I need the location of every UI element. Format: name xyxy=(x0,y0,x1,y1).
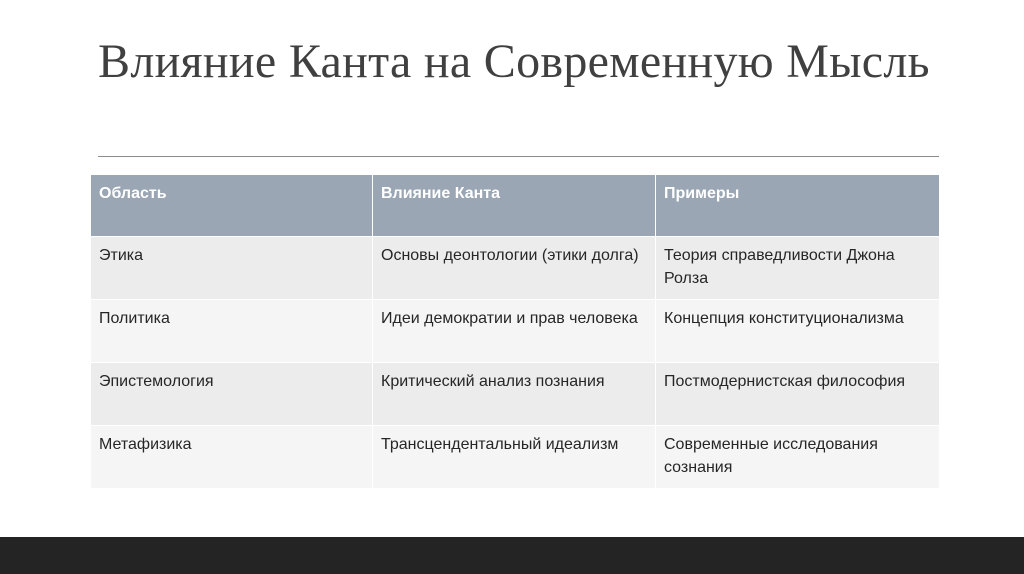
table-row xyxy=(91,363,939,426)
header-kant-influence: Влияние Канта xyxy=(373,175,656,237)
cell-example: Современные исследования сознания xyxy=(656,426,939,489)
cell-influence: Критический анализ познания xyxy=(373,363,656,426)
cell-example: Концепция конституционализма xyxy=(656,300,939,363)
slide-title: Влияние Канта на Современную Мысль xyxy=(98,35,930,88)
header-examples: Примеры xyxy=(656,175,939,237)
cell-influence: Идеи демократии и прав человека xyxy=(373,300,656,363)
cell-area: Этика xyxy=(91,237,373,300)
table-row xyxy=(91,237,939,300)
cell-influence: Трансцендентальный идеализм xyxy=(373,426,656,489)
cell-area: Эпистемология xyxy=(91,363,373,426)
table-header-row xyxy=(91,175,939,237)
table-row xyxy=(91,426,939,489)
cell-example: Теория справедливости Джона Ролза xyxy=(656,237,939,300)
cell-influence: Основы деонтологии (этики долга) xyxy=(373,237,656,300)
cell-example: Постмодернистская философия xyxy=(656,363,939,426)
cell-area: Политика xyxy=(91,300,373,363)
header-area: Область xyxy=(91,175,373,237)
influence-table xyxy=(91,175,939,489)
table-row xyxy=(91,300,939,363)
title-divider xyxy=(98,156,939,157)
cell-area: Метафизика xyxy=(91,426,373,489)
footer-bar xyxy=(0,537,1024,574)
